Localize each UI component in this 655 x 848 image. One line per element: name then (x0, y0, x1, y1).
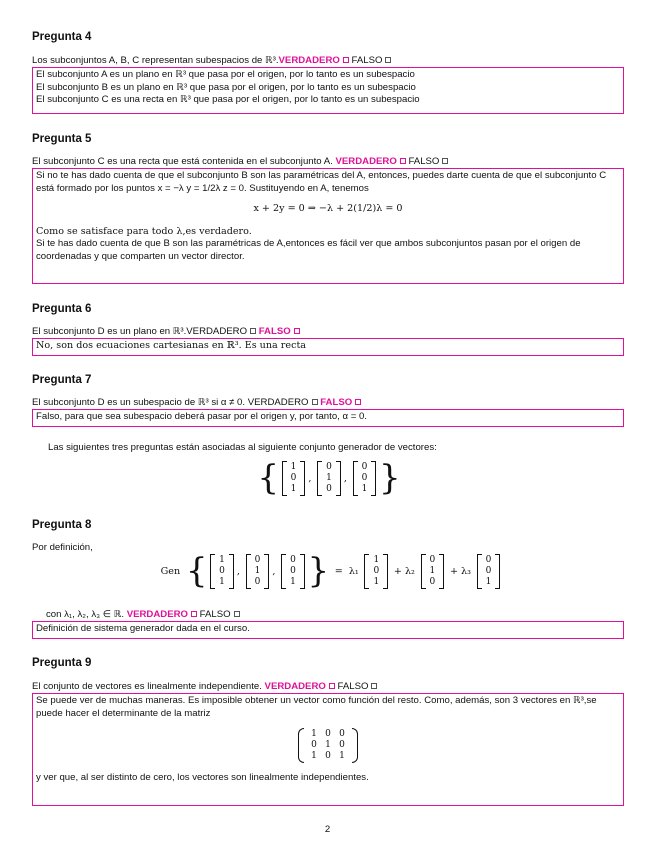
q6-answer: No, son dos ecuaciones cartesianas en ℝ³. Es una recta (36, 340, 307, 351)
q5-statement: El subconjunto C es una recta que está contenida en el subconjunto A. VERDADERO FALSO (32, 156, 448, 168)
gen-vector-3: 0 0 1 (281, 554, 305, 589)
page-number: 2 (324, 824, 331, 835)
q8-statement: con λ₁, λ₂, λ₃ ∈ ℝ. VERDADERO FALSO (46, 609, 240, 621)
left-brace: { (257, 458, 279, 498)
q7-answer: Falso, para que sea subespacio deberá pasar por el origen y, por tanto, α = 0. (36, 411, 367, 422)
q4-falso: FALSO (351, 55, 383, 66)
gen-label: Gen (160, 565, 181, 577)
vectors-intro: Las siguientes tres preguntas están asociadas al siguiente conjunto generador de vectores: (48, 442, 437, 453)
q9-matrix: 1 0 0 0 1 0 1 0 1 (36, 728, 620, 763)
q7-answer-box (32, 409, 624, 427)
gen-vector-1: 1 0 1 (210, 554, 234, 589)
q5-verdadero: VERDADERO (335, 156, 405, 167)
q6-answer-box (32, 338, 624, 356)
q8-verdadero: VERDADERO (127, 609, 197, 620)
right-brace: } (379, 458, 401, 498)
q7-title: Pregunta 7 (32, 374, 92, 386)
q4-falso-checkbox[interactable] (385, 57, 391, 63)
q7-verdadero: VERDADERO (247, 397, 309, 408)
q8-answer: Definición de sistema generador dada en el curso. (36, 623, 250, 634)
q8-lead: Por definición, (32, 542, 93, 553)
q5-verdadero-checkbox[interactable] (400, 158, 406, 164)
q5-para-2: Como se satisface para todo λ,es verdadero. (36, 225, 252, 237)
q8-answer-box (32, 621, 624, 639)
q4-verdadero-checkbox[interactable] (343, 57, 349, 63)
q5-equation: x + 2y = 0 ⇒ −λ + 2(1/2)λ = 0 (253, 203, 403, 215)
q5-falso: FALSO (408, 156, 440, 167)
q9-falso-checkbox[interactable] (371, 683, 377, 689)
q5-para-3: Si te has dado cuenta de que B son las paramétricas de A,entonces es fácil ver que ambos subconjuntos pasan por el origen de coordenadas y que comparten un vector director. (36, 238, 581, 262)
comb-vector-1: 1 0 1 (364, 554, 388, 589)
q9-para-1: Se puede ver de muchas maneras. Es imposible obtener un vector como función del resto. Como, además, son 3 vectores en ℝ³,se puede hacer el determinante de la matriz (36, 695, 597, 719)
q9-verdadero-checkbox[interactable] (329, 683, 335, 689)
q7-falso: FALSO (320, 397, 361, 408)
vector-2: 0 1 0 (317, 461, 341, 496)
q4-statement: Los subconjuntos A, B, C representan subespacios de ℝ³.VERDADERO FALSO (32, 55, 391, 67)
comb-vector-2: 0 1 0 (421, 554, 445, 589)
q9-para-2: y ver que, al ser distinto de cero, los vectores son linealmente independientes. (36, 772, 369, 784)
q4-line-1: El subconjunto A es un plano en ℝ³ que pasa por el origen, por lo tanto es un subespacio (36, 69, 415, 80)
q9-answer-box (32, 693, 624, 806)
vector-set: { 1 0 1 , 0 1 0 , 0 0 1 } (257, 458, 401, 498)
q5-para-1: Si no te has dado cuenta de que el subconjunto B son las paramétricas del A, entonces, puedes darte cuenta de que el subconjunto C está formado por los puntos x = −λ y = 1/2λ z = 0. Sustituyendo en A, tenemos (36, 170, 607, 194)
q6-falso-checkbox[interactable] (294, 328, 300, 334)
q8-falso-checkbox[interactable] (234, 611, 240, 617)
q7-statement: El subconjunto D es un subespacio de ℝ³ si α ≠ 0. VERDADERO FALSO (32, 397, 361, 409)
q5-answer-box (32, 168, 624, 284)
q6-verdadero-checkbox[interactable] (250, 328, 256, 334)
q5-falso-checkbox[interactable] (442, 158, 448, 164)
gen-vector-2: 0 1 0 (246, 554, 270, 589)
q6-verdadero: VERDADERO (186, 326, 248, 337)
vector-1: 1 0 1 (282, 461, 306, 496)
q9-verdadero: VERDADERO (265, 681, 335, 692)
q7-falso-checkbox[interactable] (355, 399, 361, 405)
q9-statement: El conjunto de vectores es linealmente independiente. VERDADERO FALSO (32, 681, 377, 693)
q9-title: Pregunta 9 (32, 657, 92, 669)
q8-falso: FALSO (199, 609, 231, 620)
q4-title: Pregunta 4 (32, 31, 92, 43)
q6-title: Pregunta 6 (32, 303, 92, 315)
q9-falso: FALSO (337, 681, 369, 692)
q8-verdadero-checkbox[interactable] (191, 611, 197, 617)
comb-vector-3: 0 0 1 (477, 554, 501, 589)
q6-statement: El subconjunto D es un plano en ℝ³.VERDADERO FALSO (32, 326, 300, 338)
q7-verdadero-checkbox[interactable] (312, 399, 318, 405)
q5-title: Pregunta 5 (32, 133, 92, 145)
gen-equation: Gen { 1 0 1 , 0 1 0 , 0 0 1 } = λ₁ 1 0 1 + λ₂ 0 1 0 + λ₃ 0 0 1 (32, 553, 626, 589)
q6-falso: FALSO (259, 326, 300, 337)
vector-3: 0 0 1 (353, 461, 377, 496)
q8-title: Pregunta 8 (32, 519, 92, 531)
q4-answer-box (32, 67, 624, 114)
q4-line-3: El subconjunto C es una recta en ℝ³ que pasa por el origen, por lo tanto es un subespacio (36, 94, 420, 106)
q4-line-2: El subconjunto B es un plano en ℝ³ que pasa por el origen, por lo tanto es un subespacio (36, 81, 416, 93)
q4-verdadero: VERDADERO (279, 55, 349, 66)
